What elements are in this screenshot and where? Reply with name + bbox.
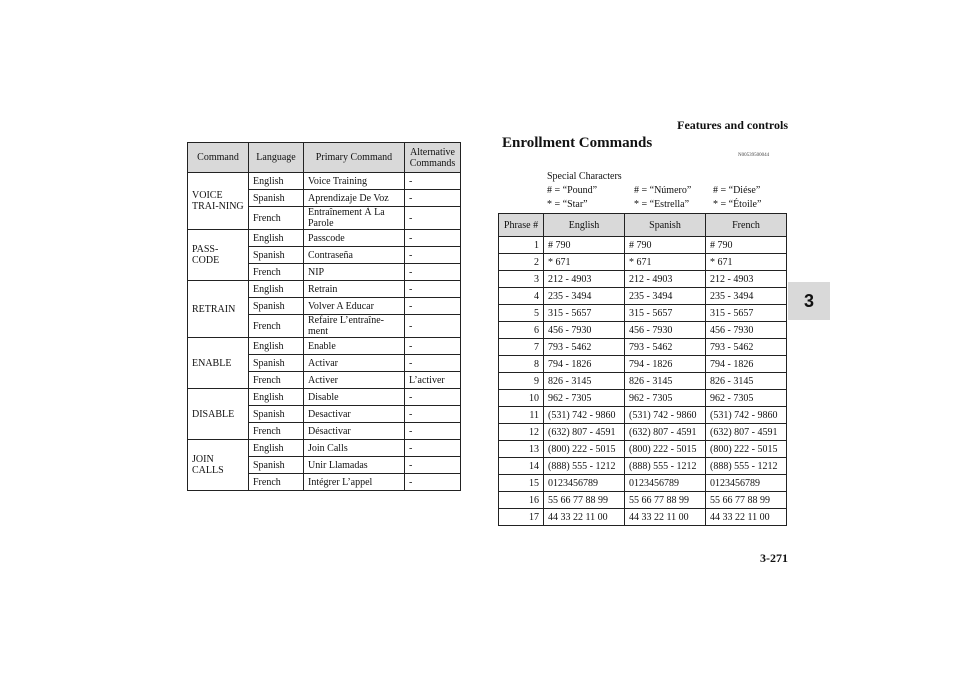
alternative-command-cell: -	[405, 230, 461, 247]
language-cell: Spanish	[249, 355, 304, 372]
spanish-cell: (800) 222 - 5015	[625, 441, 706, 458]
table-row	[499, 441, 787, 458]
command-cell: RETRAIN	[188, 281, 249, 338]
alternative-command-cell: -	[405, 440, 461, 457]
phrase-number-cell: 7	[499, 339, 544, 356]
spanish-cell: 0123456789	[625, 475, 706, 492]
language-cell: Spanish	[249, 298, 304, 315]
phrase-number-cell: 2	[499, 254, 544, 271]
spanish-cell: (888) 555 - 1212	[625, 458, 706, 475]
table-row	[499, 475, 787, 492]
spanish-cell: (632) 807 - 4591	[625, 424, 706, 441]
french-cell: 44 33 22 11 00	[706, 509, 787, 526]
command-cell: PASS-CODE	[188, 230, 249, 281]
language-cell: English	[249, 389, 304, 406]
phrase-number-cell: 8	[499, 356, 544, 373]
primary-command-cell: Désactivar	[304, 423, 405, 440]
voice-command-table	[187, 142, 461, 491]
spanish-cell: 962 - 7305	[625, 390, 706, 407]
language-cell: French	[249, 264, 304, 281]
spanish-cell: 44 33 22 11 00	[625, 509, 706, 526]
english-cell: 44 33 22 11 00	[544, 509, 625, 526]
alternative-command-cell: -	[405, 207, 461, 230]
english-cell: 793 - 5462	[544, 339, 625, 356]
language-cell: Spanish	[249, 406, 304, 423]
special-cell: * = “Estrella”	[634, 199, 690, 210]
spanish-cell: 235 - 3494	[625, 288, 706, 305]
table-row	[188, 230, 461, 247]
alternative-command-cell: -	[405, 389, 461, 406]
command-cell: ENABLE	[188, 338, 249, 389]
phrase-number-cell: 10	[499, 390, 544, 407]
header-cell: Phrase #	[499, 214, 544, 237]
alternative-command-cell: -	[405, 406, 461, 423]
primary-command-cell: Retrain	[304, 281, 405, 298]
english-cell: 456 - 7930	[544, 322, 625, 339]
primary-command-cell: Passcode	[304, 230, 405, 247]
table-row	[188, 281, 461, 298]
header-cell: Alternative Commands	[405, 143, 461, 173]
french-cell: 0123456789	[706, 475, 787, 492]
language-cell: English	[249, 440, 304, 457]
alternative-command-cell: -	[405, 474, 461, 491]
language-cell: French	[249, 315, 304, 338]
table-row	[188, 338, 461, 355]
english-cell: (632) 807 - 4591	[544, 424, 625, 441]
primary-command-cell: Unir Llamadas	[304, 457, 405, 474]
english-cell: * 671	[544, 254, 625, 271]
primary-command-cell: Activer	[304, 372, 405, 389]
primary-command-cell: NIP	[304, 264, 405, 281]
french-cell: 315 - 5657	[706, 305, 787, 322]
spanish-cell: * 671	[625, 254, 706, 271]
english-cell: 55 66 77 88 99	[544, 492, 625, 509]
primary-command-cell: Entraînement À La Parole	[304, 207, 405, 230]
phrase-number-cell: 3	[499, 271, 544, 288]
phrase-number-cell: 5	[499, 305, 544, 322]
language-cell: French	[249, 372, 304, 389]
table-row	[499, 424, 787, 441]
page-number: 3-271	[760, 551, 788, 565]
spanish-cell: 315 - 5657	[625, 305, 706, 322]
special-characters-label: Special Characters	[547, 171, 622, 182]
command-cell: DISABLE	[188, 389, 249, 440]
alternative-command-cell: -	[405, 315, 461, 338]
language-cell: Spanish	[249, 190, 304, 207]
table-row	[499, 288, 787, 305]
special-cell: * = “Star”	[547, 199, 588, 210]
english-cell: 212 - 4903	[544, 271, 625, 288]
english-cell: 794 - 1826	[544, 356, 625, 373]
alternative-command-cell: -	[405, 355, 461, 372]
alternative-command-cell: -	[405, 457, 461, 474]
table-row	[188, 173, 461, 190]
alternative-command-cell: -	[405, 423, 461, 440]
alternative-command-cell: -	[405, 281, 461, 298]
alternative-command-cell: -	[405, 247, 461, 264]
language-cell: French	[249, 474, 304, 491]
header-cell: French	[706, 214, 787, 237]
spanish-cell: (531) 742 - 9860	[625, 407, 706, 424]
spanish-cell: 456 - 7930	[625, 322, 706, 339]
spanish-cell: 212 - 4903	[625, 271, 706, 288]
phrase-number-cell: 1	[499, 237, 544, 254]
english-cell: (888) 555 - 1212	[544, 458, 625, 475]
chapter-tab: 3	[788, 282, 830, 320]
special-characters	[547, 170, 761, 212]
header-cell: Language	[249, 143, 304, 173]
primary-command-cell: Intégrer L’appel	[304, 474, 405, 491]
primary-command-cell: Activar	[304, 355, 405, 372]
spanish-cell: 55 66 77 88 99	[625, 492, 706, 509]
french-cell: 826 - 3145	[706, 373, 787, 390]
phrase-number-cell: 14	[499, 458, 544, 475]
table-row	[499, 492, 787, 509]
primary-command-cell: Enable	[304, 338, 405, 355]
phrase-number-cell: 12	[499, 424, 544, 441]
command-cell: VOICE TRAI-NING	[188, 173, 249, 230]
table-row	[499, 237, 787, 254]
table-row	[499, 356, 787, 373]
language-cell: Spanish	[249, 457, 304, 474]
table-row	[188, 389, 461, 406]
french-cell: (800) 222 - 5015	[706, 441, 787, 458]
language-cell: French	[249, 207, 304, 230]
primary-command-cell: Contraseña	[304, 247, 405, 264]
french-cell: 456 - 7930	[706, 322, 787, 339]
special-cell: * = “Étoile”	[713, 199, 762, 210]
french-cell: # 790	[706, 237, 787, 254]
french-cell: 793 - 5462	[706, 339, 787, 356]
phrase-number-cell: 4	[499, 288, 544, 305]
phrase-number-cell: 17	[499, 509, 544, 526]
table-row	[499, 305, 787, 322]
primary-command-cell: Voice Training	[304, 173, 405, 190]
alternative-command-cell: -	[405, 173, 461, 190]
primary-command-cell: Refaire L’entraîne-ment	[304, 315, 405, 338]
table-row	[188, 440, 461, 457]
enrollment-table	[498, 213, 787, 526]
french-cell: 55 66 77 88 99	[706, 492, 787, 509]
english-cell: 962 - 7305	[544, 390, 625, 407]
french-cell: 794 - 1826	[706, 356, 787, 373]
english-cell: (531) 742 - 9860	[544, 407, 625, 424]
french-cell: 962 - 7305	[706, 390, 787, 407]
language-cell: English	[249, 338, 304, 355]
phrase-number-cell: 16	[499, 492, 544, 509]
primary-command-cell: Aprendizaje De Voz	[304, 190, 405, 207]
phrase-number-cell: 15	[499, 475, 544, 492]
primary-command-cell: Desactivar	[304, 406, 405, 423]
alternative-command-cell: -	[405, 338, 461, 355]
primary-command-cell: Volver A Educar	[304, 298, 405, 315]
special-cell: # = “Diése”	[713, 185, 761, 196]
table-row	[499, 373, 787, 390]
special-row	[547, 184, 761, 198]
french-cell: * 671	[706, 254, 787, 271]
english-cell: 315 - 5657	[544, 305, 625, 322]
alternative-command-cell: -	[405, 190, 461, 207]
header-cell: Command	[188, 143, 249, 173]
language-cell: French	[249, 423, 304, 440]
running-header: Features and controls	[677, 118, 788, 132]
english-cell: # 790	[544, 237, 625, 254]
english-cell: 0123456789	[544, 475, 625, 492]
english-cell: 235 - 3494	[544, 288, 625, 305]
table-row	[499, 509, 787, 526]
header-cell: Spanish	[625, 214, 706, 237]
header-cell: English	[544, 214, 625, 237]
spanish-cell: 826 - 3145	[625, 373, 706, 390]
french-cell: (888) 555 - 1212	[706, 458, 787, 475]
spanish-cell: 794 - 1826	[625, 356, 706, 373]
table-row	[499, 458, 787, 475]
table-header-row	[188, 143, 461, 173]
command-cell: JOIN CALLS	[188, 440, 249, 491]
header-cell: Primary Command	[304, 143, 405, 173]
table-row	[499, 322, 787, 339]
alternative-command-cell: L’activer	[405, 372, 461, 389]
spanish-cell: 793 - 5462	[625, 339, 706, 356]
table-row	[499, 271, 787, 288]
special-row	[547, 198, 761, 212]
table-header-row	[499, 214, 787, 237]
french-cell: (531) 742 - 9860	[706, 407, 787, 424]
language-cell: English	[249, 281, 304, 298]
phrase-number-cell: 6	[499, 322, 544, 339]
spanish-cell: # 790	[625, 237, 706, 254]
primary-command-cell: Disable	[304, 389, 405, 406]
french-cell: (632) 807 - 4591	[706, 424, 787, 441]
english-cell: 826 - 3145	[544, 373, 625, 390]
special-cell: # = “Número”	[634, 185, 692, 196]
french-cell: 235 - 3494	[706, 288, 787, 305]
english-cell: (800) 222 - 5015	[544, 441, 625, 458]
table-row	[499, 390, 787, 407]
french-cell: 212 - 4903	[706, 271, 787, 288]
phrase-number-cell: 11	[499, 407, 544, 424]
language-cell: English	[249, 173, 304, 190]
phrase-number-cell: 9	[499, 373, 544, 390]
special-cell: # = “Pound”	[547, 185, 598, 196]
alternative-command-cell: -	[405, 298, 461, 315]
primary-command-cell: Join Calls	[304, 440, 405, 457]
table-row	[499, 339, 787, 356]
table-row	[499, 254, 787, 271]
language-cell: English	[249, 230, 304, 247]
table-row	[499, 407, 787, 424]
alternative-command-cell: -	[405, 264, 461, 281]
language-cell: Spanish	[249, 247, 304, 264]
section-title: Enrollment Commands	[502, 135, 653, 151]
phrase-number-cell: 13	[499, 441, 544, 458]
section-code: N00539500044	[738, 153, 770, 158]
